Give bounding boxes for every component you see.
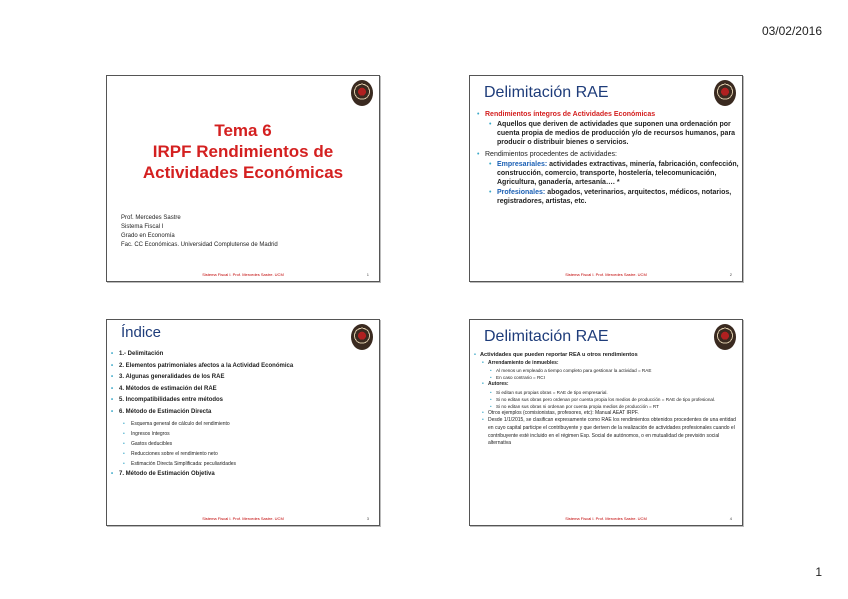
slide-4	[469, 319, 743, 526]
university-crest-icon	[351, 324, 373, 350]
bullet-text: Otros ejemplos (comisionistas, profesores, etc): Manual AEAT IRPF.	[488, 409, 639, 416]
bullet-icon: •	[490, 403, 492, 409]
slide-title: Delimitación RAE	[484, 84, 609, 101]
index-item-text: 5. Incompatibilidades entre métodos	[119, 397, 224, 404]
sub-bullet	[489, 120, 739, 147]
author: Prof. Mercedes Sastre	[121, 215, 181, 221]
sub-bullet	[489, 160, 739, 187]
index-item	[111, 469, 375, 481]
slide-number: 1	[366, 272, 369, 277]
index-item	[111, 395, 375, 407]
bullet-icon: •	[111, 374, 114, 381]
bullet-icon: •	[490, 375, 492, 381]
index-subitem	[123, 419, 375, 429]
slide-footer: Sistema Fiscal I. Prof. Mercedes Sastre. UCM	[202, 272, 284, 277]
subject: Sistema Fiscal I	[121, 224, 164, 230]
bullet-text: En caso contrario = RCI	[496, 375, 545, 381]
cover-info	[121, 214, 278, 250]
bullet-icon: •	[111, 408, 114, 415]
slide-2	[469, 75, 743, 282]
cover-title-line: Actividades Económicas	[142, 163, 344, 182]
page-number: 1	[815, 565, 822, 579]
slide-number: 4	[729, 516, 732, 521]
slide-body	[474, 352, 736, 448]
faculty: Fac. CC Económicas. Universidad Complutense de Madrid	[121, 242, 278, 248]
sub-sub-bullet	[490, 389, 736, 396]
bullet	[474, 352, 736, 360]
bullet-text: Si no editan sus obras ni ordenan por cuenta propia medios de producción = RT	[496, 403, 659, 409]
bullet-icon: •	[489, 161, 492, 168]
sub-sub-bullet	[490, 367, 736, 374]
slide-number: 3	[366, 516, 369, 521]
bullet-icon: •	[490, 389, 492, 395]
bullet-icon: •	[482, 409, 484, 416]
index-subitem	[123, 429, 375, 439]
slide-number: 2	[729, 272, 732, 277]
index-subitem-text: Reducciones sobre el rendimiento neto	[131, 450, 218, 457]
index-subitem-text: Ingresos íntegros	[131, 430, 170, 437]
bullet-icon: •	[111, 362, 114, 369]
sub-bullet	[482, 381, 736, 389]
index-subitem-text: Gastos deducibles	[131, 440, 173, 447]
sub-sub-bullet	[490, 403, 736, 410]
slide-footer: Sistema Fiscal I. Prof. Mercedes Sastre. UCM	[565, 516, 647, 521]
index-item	[111, 349, 375, 361]
index-item-text: 6. Método de Estimación Directa	[119, 408, 212, 415]
bullet-text: Al menos un empleado a tiempo completo para gestionar la actividad = RAE	[496, 368, 652, 374]
cover-title-line: IRPF Rendimientos de	[152, 142, 334, 161]
sub-bullet	[489, 188, 739, 206]
bullet	[477, 110, 739, 119]
bullet-icon: •	[111, 385, 114, 392]
bullet-icon: •	[123, 430, 125, 437]
bullet-icon: •	[474, 352, 476, 358]
bullet-icon: •	[482, 381, 484, 388]
bullet-text: Rendimientos íntegros de Actividades Económicas	[485, 111, 656, 118]
degree: Grado en Economía	[121, 233, 175, 239]
sub-sub-bullet	[490, 374, 736, 381]
bullet-icon: •	[111, 397, 114, 404]
slide-body	[477, 110, 739, 206]
bullet-icon: •	[123, 440, 125, 447]
slide-1	[106, 75, 380, 282]
bullet-icon: •	[123, 460, 125, 467]
index-item	[111, 407, 375, 419]
bullet	[477, 150, 739, 159]
bullet-text: Aquellos que deriven de actividades que suponen una ordenación por cuenta propia de medios de producción y/o de recursos humanos, para producir o distribuir bienes o servicios.	[497, 121, 736, 146]
bullet-text: Autores:	[488, 381, 509, 388]
bullet-icon: •	[489, 189, 492, 196]
bullet-label: Profesionales:	[497, 189, 546, 196]
index-item	[111, 372, 375, 384]
bullet-text: Arrendamiento de inmuebles:	[488, 359, 559, 366]
bullet-text: Actividades que pueden reportar REA u otros rendimientos	[480, 352, 638, 358]
index-subitem	[123, 459, 375, 469]
bullet-icon: •	[123, 420, 125, 427]
university-crest-icon	[714, 324, 736, 350]
header-date: 03/02/2016	[761, 24, 822, 38]
bullet-icon: •	[123, 450, 125, 457]
index-item-text: 2. Elementos patrimoniales afectos a la Actividad Económica	[119, 362, 294, 369]
index-subitem	[123, 439, 375, 449]
bullet-icon: •	[111, 470, 114, 477]
bullet-icon: •	[489, 121, 492, 128]
index-item-text: 4. Métodos de estimación del RAE	[119, 385, 217, 392]
university-crest-icon	[351, 80, 373, 106]
index-subitem-text: Estimación Directa Simplificada: peculiaridades	[131, 460, 237, 467]
university-crest-icon	[714, 80, 736, 106]
bullet-text: Si no editan sus obras pero ordenan por cuenta propia los medios de producción = RAE de tipo profesional.	[496, 396, 716, 402]
bullet-icon: •	[111, 351, 114, 357]
sub-bullet	[482, 360, 736, 368]
sub-bullet	[482, 410, 736, 418]
slide-3	[106, 319, 380, 526]
index-item-text: 3. Algunas generalidades de los RAE	[119, 374, 225, 381]
bullet-text: actividades extractivas, minería, fabricación, confección, construcción, comercio, transporte, hostelería, telecomunicación, Agricultura, ganadería, artesanía…. *	[497, 161, 739, 186]
bullet-icon: •	[482, 359, 484, 366]
slide-title: Índice	[121, 324, 162, 341]
bullet-icon: •	[477, 151, 480, 158]
sub-bullet	[482, 417, 736, 447]
bullet-icon: •	[490, 396, 492, 402]
bullet-icon: •	[490, 368, 492, 374]
cover-title-line: Tema 6	[214, 121, 272, 140]
index-subitem	[123, 449, 375, 459]
bullet-text: abogados, veterinarios, arquitectos, médicos, notarios, registradores, artistas, etc.	[497, 189, 732, 205]
sub-sub-bullet	[490, 396, 736, 403]
slide-title: Delimitación RAE	[484, 328, 609, 345]
bullet-icon: •	[477, 111, 480, 118]
bullet-text: Desde 1/1/2015, se clasifican expresamente como RAE los rendimientos obtenidos procedentes de una entidad en cuyo capital participe el contribuyente y que deriven de la realización de actividades profesionales cuando el contribuyente esté incluido en el régimen Esp. Social de autónomos, o en mutualidad de previsión social alternativa	[488, 417, 736, 447]
index-item-text: 1.- Delimitación	[119, 351, 164, 357]
index-item	[111, 384, 375, 396]
bullet-text: Si editan sus propias obras = RAE de tipo empresarial.	[496, 389, 608, 395]
bullet-icon: •	[482, 417, 484, 424]
slide-footer: Sistema Fiscal I. Prof. Mercedes Sastre. UCM	[202, 516, 284, 521]
cover-title	[107, 120, 379, 183]
bullet-label: Empresariales:	[497, 161, 548, 168]
index-list	[111, 349, 375, 480]
index-subitem-text: Esquema general de cálculo del rendimiento	[131, 420, 230, 427]
index-item-text: 7. Método de Estimación Objetiva	[119, 470, 215, 477]
bullet-text: Rendimientos procedentes de actividades:	[485, 151, 617, 158]
slide-footer: Sistema Fiscal I. Prof. Mercedes Sastre. UCM	[565, 272, 647, 277]
index-item	[111, 361, 375, 373]
